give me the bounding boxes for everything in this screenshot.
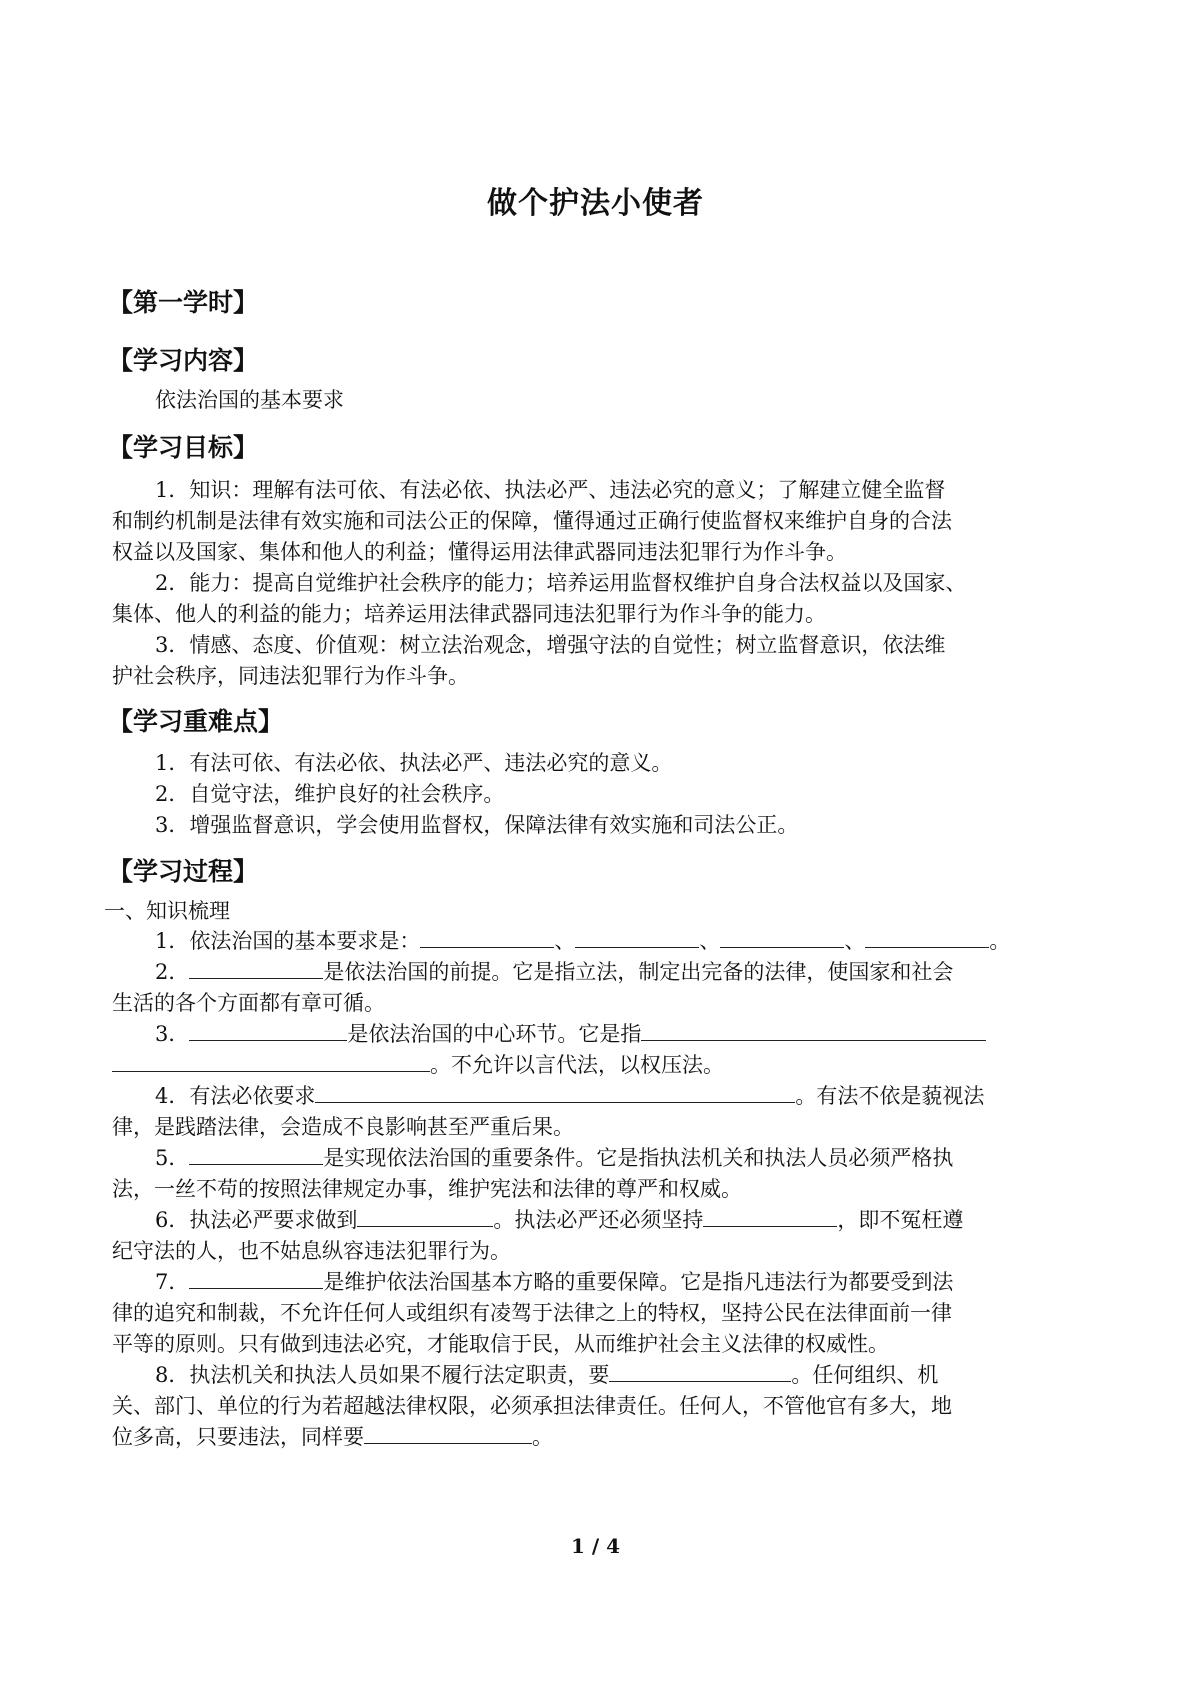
question-3-cont: 。不允许以言代法，以权压法。 — [112, 1049, 1088, 1081]
question-7-cont: 平等的原则。只有做到违法必究，才能取信于民，从而维护社会主义法律的权威性。 — [112, 1332, 889, 1356]
heading-content: 【学习内容】 — [108, 346, 259, 375]
key-point: 3．增强监督意识，学会使用监督权，保障法律有效实施和司法公正。 — [155, 813, 799, 837]
answer-blank[interactable] — [112, 1051, 430, 1072]
page-number: 1 / 4 — [570, 1534, 621, 1558]
question-5-cont: 法，一丝不苟的按照法律规定办事，维护宪法和法律的尊严和权威。 — [112, 1177, 742, 1201]
goal-line: 权益以及国家、集体和他人的利益；懂得运用法律武器同违法犯罪行为作斗争。 — [112, 540, 847, 564]
question-6: 6．执法必严要求做到 。执法必严还必须坚持 ，即不冤枉遵 — [155, 1208, 964, 1232]
goal-line: 集体、他人的利益的能力；培养运用法律武器同违法犯罪行为作斗争的能力。 — [112, 602, 826, 626]
answer-blank[interactable] — [357, 1206, 493, 1227]
answer-blank[interactable] — [315, 1082, 795, 1103]
goal-line: 护社会秩序，同违法犯罪行为作斗争。 — [112, 664, 469, 688]
answer-blank[interactable] — [420, 927, 554, 948]
answer-blank[interactable] — [189, 958, 323, 979]
answer-blank[interactable] — [865, 927, 989, 948]
content-text: 依法治国的基本要求 — [155, 388, 344, 412]
answer-blank[interactable] — [609, 1361, 791, 1382]
question-7-cont: 律的追究和制裁，不允许任何人或组织有凌驾于法律之上的特权，坚持公民在法律面前一律 — [112, 1301, 952, 1325]
section-knowledge: 一、知识梳理 — [104, 899, 230, 923]
heading-key-points: 【学习重难点】 — [108, 707, 284, 736]
question-8-cont: 关、部门、单位的行为若超越法律权限，必须承担法律责任。任何人，不管他官有多大，地 — [112, 1394, 952, 1418]
question-1: 1．依法治国的基本要求是： 、 、 、 。 — [155, 929, 1011, 953]
question-4-cont: 律，是践踏法律，会造成不良影响甚至严重后果。 — [112, 1115, 574, 1139]
document-title: 做个护法小使者 — [487, 186, 704, 221]
answer-blank[interactable] — [364, 1423, 532, 1444]
answer-blank[interactable] — [189, 1020, 347, 1041]
key-point: 1．有法可依、有法必依、执法必严、违法必究的意义。 — [155, 751, 673, 775]
question-4: 4．有法必依要求 。有法不依是藐视法 — [155, 1084, 985, 1108]
question-6-cont: 纪守法的人，也不姑息纵容违法犯罪行为。 — [112, 1239, 511, 1263]
answer-blank[interactable] — [703, 1206, 837, 1227]
heading-process: 【学习过程】 — [108, 857, 259, 886]
question-8-cont: 位多高，只要违法，同样要 。 — [112, 1425, 553, 1449]
answer-blank[interactable] — [189, 1144, 323, 1165]
question-2: 2． 是依法治国的前提。它是指立法，制定出完备的法律，使国家和社会 — [155, 960, 954, 984]
key-point: 2．自觉守法，维护良好的社会秩序。 — [155, 782, 505, 806]
heading-goals: 【学习目标】 — [108, 433, 259, 462]
goal-line: 2．能力：提高自觉维护社会秩序的能力；培养运用监督权维护自身合法权益以及国家、 — [155, 571, 967, 595]
answer-blank[interactable] — [575, 927, 699, 948]
goal-line: 和制约机制是法律有效实施和司法公正的保障，懂得通过正确行使监督权来维护自身的合法 — [112, 509, 952, 533]
question-7: 7． 是维护依法治国基本方略的重要保障。它是指凡违法行为都要受到法 — [155, 1270, 954, 1294]
heading-lesson: 【第一学时】 — [108, 288, 259, 317]
goal-line: 1．知识：理解有法可依、有法必依、执法必严、违法必究的意义；了解建立健全监督 — [155, 478, 946, 502]
question-3: 3． 是依法治国的中心环节。它是指 — [112, 1018, 1088, 1050]
answer-blank[interactable] — [189, 1268, 323, 1289]
goal-line: 3．情感、态度、价值观：树立法治观念，增强守法的自觉性；树立监督意识，依法维 — [155, 633, 946, 657]
question-8: 8．执法机关和执法人员如果不履行法定职责，要 。任何组织、机 — [155, 1363, 939, 1387]
question-5: 5． 是实现依法治国的重要条件。它是指执法机关和执法人员必须严格执 — [155, 1146, 954, 1170]
question-2-cont: 生活的各个方面都有章可循。 — [112, 991, 385, 1015]
answer-blank[interactable] — [641, 1020, 986, 1041]
answer-blank[interactable] — [720, 927, 844, 948]
